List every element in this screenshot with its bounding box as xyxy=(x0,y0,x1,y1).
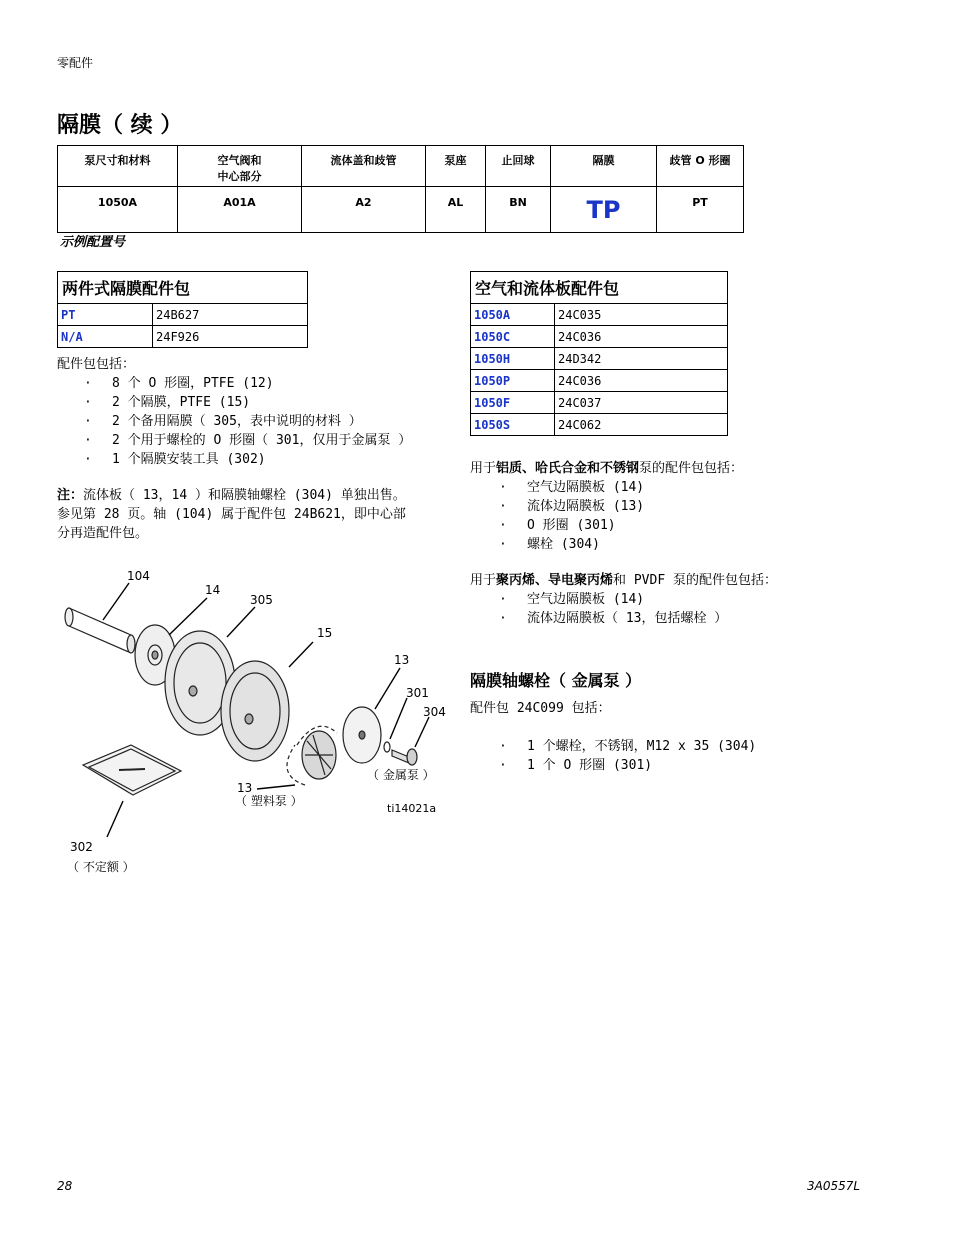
kit-code-link[interactable]: 1050H xyxy=(471,348,555,370)
kit-part-number: 24C036 xyxy=(555,370,728,392)
kit-part-number: 24F926 xyxy=(153,326,308,348)
list-item: · O 形圈 (301) xyxy=(527,516,940,535)
config-value-row xyxy=(58,187,744,233)
plastic-fluid-plate-13 xyxy=(287,726,337,785)
list-item: · 1 个隔膜安装工具 (302) xyxy=(112,450,457,469)
o-ring-301 xyxy=(384,742,390,752)
diagram-label: 13 xyxy=(237,781,253,795)
kit-code-link[interactable]: 1050C xyxy=(471,326,555,348)
list-item: · 螺栓 (304) xyxy=(527,535,940,554)
table-row xyxy=(58,304,308,326)
kit-intro: 配件包包括： xyxy=(57,357,136,372)
table-row xyxy=(471,326,728,348)
kit-part-number: 24C036 xyxy=(555,326,728,348)
two-piece-kit-contents xyxy=(57,355,457,469)
config-header: 泵座 xyxy=(426,146,486,187)
page-number: 28 xyxy=(57,1179,73,1193)
note-line: 分再造配件包。 xyxy=(57,526,149,541)
kit-code-link[interactable]: 1050S xyxy=(471,414,555,436)
kit-part-number: 24C062 xyxy=(555,414,728,436)
config-header-row xyxy=(58,146,744,187)
config-header: 歧管 O 形圈 xyxy=(657,146,744,187)
diagram-label: 14 xyxy=(205,583,221,597)
page-title: 隔膜（ 续 ） xyxy=(57,113,183,138)
intro-bold: 聚丙烯、导电聚丙烯 xyxy=(496,573,614,588)
list-item: · 1 个螺栓，不锈钢，M12 x 35 (304) xyxy=(527,737,940,756)
config-header: 空气阀和 中心部分 xyxy=(178,146,302,187)
kit-part-number: 24D342 xyxy=(555,348,728,370)
config-value: 1050A xyxy=(58,187,178,233)
config-header: 止回球 xyxy=(486,146,551,187)
document-number: 3A0557L xyxy=(807,1179,861,1193)
config-header: 泵尺寸和材料 xyxy=(58,146,178,187)
note-label: 注： xyxy=(57,488,84,503)
intro-text: 用于 xyxy=(470,461,497,476)
diagram-label: 305 xyxy=(250,593,273,607)
installation-tool-302 xyxy=(83,745,181,795)
diaphragm-15 xyxy=(221,661,289,761)
kit-intro: 配件包 24C099 包括： xyxy=(470,701,611,716)
config-header: 隔膜 xyxy=(551,146,657,187)
kit-code-link[interactable]: 1050A xyxy=(471,304,555,326)
config-value: A01A xyxy=(178,187,302,233)
kit-part-number: 24C035 xyxy=(555,304,728,326)
list-item: · 空气边隔膜板 (14) xyxy=(527,478,940,497)
config-caption: 示例配置号 xyxy=(60,235,126,250)
list-item: · 空气边隔膜板 (14) xyxy=(527,590,940,609)
kit-code-link[interactable]: 1050P xyxy=(471,370,555,392)
section-header: 零配件 xyxy=(57,56,94,70)
diagram-label: 15 xyxy=(317,626,333,640)
kit-code-link[interactable]: N/A xyxy=(58,326,153,348)
list-item: · 流体边隔膜板（ 13，包括螺栓 ） xyxy=(527,609,940,628)
list-item: · 1 个 O 形圈 (301) xyxy=(527,756,940,775)
table-row xyxy=(471,370,728,392)
list-item: · 2 个用于螺栓的 O 形圈（ 301，仅用于金属泵 ） xyxy=(112,431,457,450)
intro-text: 用于 xyxy=(470,573,497,588)
table-row xyxy=(58,326,308,348)
bolt-kit-title: 隔膜轴螺栓（ 金属泵 ） xyxy=(470,671,642,690)
diagram-label: （ 塑料泵 ） xyxy=(235,794,303,808)
config-value: AL xyxy=(426,187,486,233)
note-line: 流体板（ 13，14 ）和隔膜轴螺栓 (304) 单独出售。 xyxy=(83,488,406,503)
config-table xyxy=(57,145,744,233)
config-value: BN xyxy=(486,187,551,233)
list-item: · 8 个 O 形圈，PTFE (12) xyxy=(112,374,457,393)
diagram-label: （ 不定额 ） xyxy=(67,860,135,874)
config-value-diaphragm-link[interactable]: TP xyxy=(551,187,657,233)
metal-fluid-plate-13 xyxy=(343,707,381,763)
bolt-304 xyxy=(392,749,417,765)
note-line: 参见第 28 页。轴 (104) 属于配件包 24B621，即中心部 xyxy=(57,507,406,522)
intro-text: 泵的配件包包括： xyxy=(639,461,744,476)
kit-code-link[interactable]: 1050F xyxy=(471,392,555,414)
shaft-104 xyxy=(65,608,135,653)
config-value: A2 xyxy=(302,187,426,233)
kit-code-link[interactable]: PT xyxy=(58,304,153,326)
diagram-label: （ 金属泵 ） xyxy=(367,768,435,782)
diagram-label: ti14021a xyxy=(387,802,437,815)
two-piece-kit-title: 两件式隔膜配件包 xyxy=(58,272,308,304)
diagram-label: 13 xyxy=(394,653,410,667)
config-value: PT xyxy=(657,187,744,233)
table-row xyxy=(471,414,728,436)
plate-kit-title: 空气和流体板配件包 xyxy=(471,272,728,304)
exploded-parts-diagram xyxy=(57,565,457,885)
diagram-label: 302 xyxy=(70,840,93,854)
diagram-label: 104 xyxy=(127,569,150,583)
list-item: · 2 个隔膜，PTFE (15) xyxy=(112,393,457,412)
list-item: · 2 个备用隔膜（ 305，表中说明的材料 ） xyxy=(112,412,457,431)
intro-text: 和 PVDF 泵的配件包包括： xyxy=(613,573,777,588)
diagram-label: 304 xyxy=(423,705,446,719)
list-item: · 流体边隔膜板 (13) xyxy=(527,497,940,516)
bolt-kit-contents xyxy=(470,699,940,775)
intro-bold: 铝质、哈氏合金和不锈钢 xyxy=(496,461,640,476)
config-header: 流体盖和歧管 xyxy=(302,146,426,187)
diagram-label: 301 xyxy=(406,686,429,700)
table-row xyxy=(471,348,728,370)
table-row xyxy=(471,392,728,414)
plate-kit-table xyxy=(470,271,728,436)
plastic-pump-kit-contents xyxy=(470,571,940,628)
kit-part-number: 24B627 xyxy=(153,304,308,326)
kit-note xyxy=(57,486,457,543)
table-row xyxy=(471,304,728,326)
kit-part-number: 24C037 xyxy=(555,392,728,414)
two-piece-kit-table xyxy=(57,271,308,348)
metal-pump-kit-contents xyxy=(470,459,940,554)
